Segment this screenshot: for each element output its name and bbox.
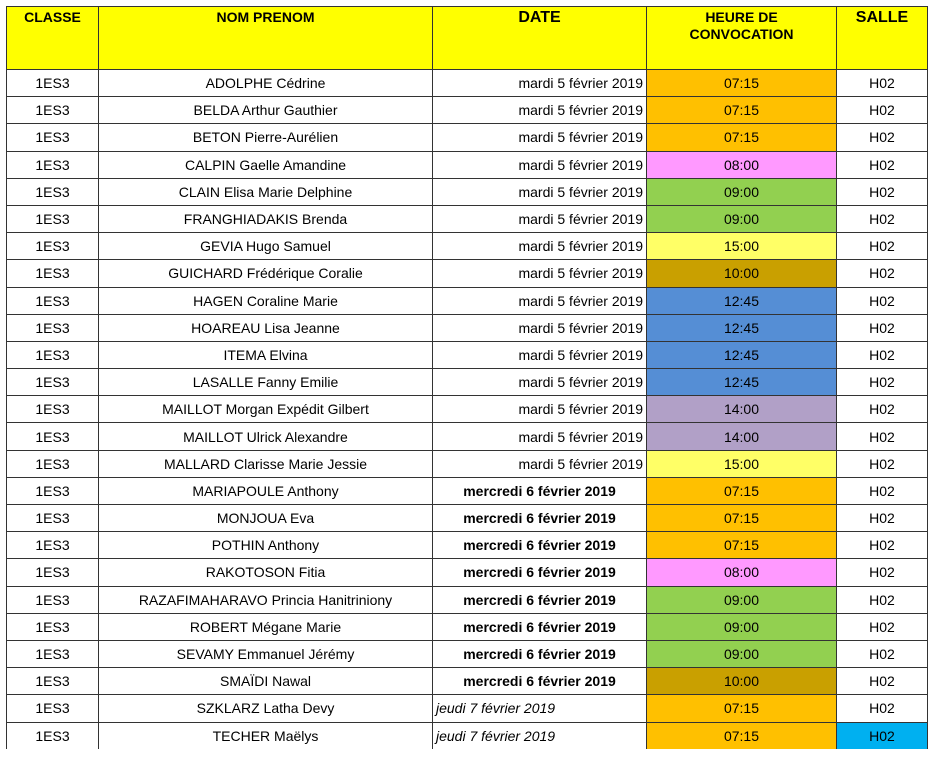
cell-salle: H02 [837,695,928,722]
cell-heure: 10:00 [647,260,837,287]
table-row [7,722,928,749]
cell-heure: 09:00 [647,640,837,667]
cell-classe: 1ES3 [7,369,99,396]
header-row [7,7,928,70]
cell-nom-prenom: POTHIN Anthony [99,532,433,559]
cell-salle: H02 [837,260,928,287]
cell-heure: 09:00 [647,613,837,640]
table-row [7,369,928,396]
table-row [7,124,928,151]
cell-heure: 07:15 [647,97,837,124]
cell-nom-prenom: MAILLOT Morgan Expédit Gilbert [99,396,433,423]
cell-salle: H02 [837,640,928,667]
cell-classe: 1ES3 [7,205,99,232]
table-row [7,178,928,205]
cell-nom-prenom: SMAÏDI Nawal [99,668,433,695]
cell-date: mardi 5 février 2019 [433,450,647,477]
cell-classe: 1ES3 [7,233,99,260]
table-row [7,477,928,504]
table-row [7,205,928,232]
cell-classe: 1ES3 [7,695,99,722]
cell-salle: H02 [837,396,928,423]
table-row [7,450,928,477]
cell-heure: 09:00 [647,205,837,232]
cell-classe: 1ES3 [7,178,99,205]
header-date: DATE [433,7,647,70]
cell-classe: 1ES3 [7,70,99,97]
cell-nom-prenom: CLAIN Elisa Marie Delphine [99,178,433,205]
cell-date: mardi 5 février 2019 [433,314,647,341]
cell-classe: 1ES3 [7,640,99,667]
cell-date: mercredi 6 février 2019 [433,477,647,504]
cell-classe: 1ES3 [7,668,99,695]
cell-date: jeudi 7 février 2019 [433,695,647,722]
cell-classe: 1ES3 [7,722,99,749]
table-row [7,695,928,722]
cell-classe: 1ES3 [7,260,99,287]
cell-salle: H02 [837,369,928,396]
cell-nom-prenom: ITEMA Elvina [99,341,433,368]
cell-salle: H02 [837,559,928,586]
cell-classe: 1ES3 [7,532,99,559]
cell-nom-prenom: RAKOTOSON Fitia [99,559,433,586]
cell-heure: 12:45 [647,314,837,341]
cell-salle: H02 [837,668,928,695]
cell-salle: H02 [837,532,928,559]
cell-salle: H02 [837,151,928,178]
cell-nom-prenom: HOAREAU Lisa Jeanne [99,314,433,341]
cell-nom-prenom: MAILLOT Ulrick Alexandre [99,423,433,450]
cell-date: mardi 5 février 2019 [433,233,647,260]
cell-nom-prenom: ADOLPHE Cédrine [99,70,433,97]
cell-date: mercredi 6 février 2019 [433,613,647,640]
cell-date: mercredi 6 février 2019 [433,668,647,695]
cell-date: mardi 5 février 2019 [433,423,647,450]
cell-nom-prenom: ROBERT Mégane Marie [99,613,433,640]
cell-salle: H02 [837,314,928,341]
cell-classe: 1ES3 [7,151,99,178]
cell-nom-prenom: HAGEN Coraline Marie [99,287,433,314]
cell-salle: H02 [837,450,928,477]
cell-nom-prenom: SZKLARZ Latha Devy [99,695,433,722]
cell-nom-prenom: BELDA Arthur Gauthier [99,97,433,124]
cell-heure: 14:00 [647,423,837,450]
cell-heure: 09:00 [647,178,837,205]
cell-classe: 1ES3 [7,396,99,423]
cell-salle: H02 [837,205,928,232]
table-row [7,640,928,667]
table-row [7,287,928,314]
cell-salle: H02 [837,613,928,640]
cell-salle: H02 [837,722,928,749]
cell-salle: H02 [837,423,928,450]
header-heure-line2: CONVOCATION [689,26,794,42]
cell-salle: H02 [837,178,928,205]
cell-date: mardi 5 février 2019 [433,70,647,97]
cell-heure: 09:00 [647,586,837,613]
cell-heure: 07:15 [647,477,837,504]
cell-salle: H02 [837,70,928,97]
cell-nom-prenom: CALPIN Gaelle Amandine [99,151,433,178]
cell-salle: H02 [837,124,928,151]
cell-date: mercredi 6 février 2019 [433,532,647,559]
cell-heure: 07:15 [647,722,837,749]
cell-heure: 12:45 [647,369,837,396]
cell-nom-prenom: FRANGHIADAKIS Brenda [99,205,433,232]
cell-heure: 07:15 [647,124,837,151]
table-row [7,668,928,695]
cell-heure: 07:15 [647,70,837,97]
cell-classe: 1ES3 [7,124,99,151]
cell-nom-prenom: MARIAPOULE Anthony [99,477,433,504]
header-salle: SALLE [837,7,928,70]
cell-date: mardi 5 février 2019 [433,341,647,368]
cell-nom-prenom: BETON Pierre-Aurélien [99,124,433,151]
cell-classe: 1ES3 [7,477,99,504]
cell-date: mardi 5 février 2019 [433,260,647,287]
cell-date: mercredi 6 février 2019 [433,586,647,613]
cell-heure: 14:00 [647,396,837,423]
cell-classe: 1ES3 [7,559,99,586]
table-row [7,314,928,341]
convocation-table [6,6,928,749]
cell-salle: H02 [837,287,928,314]
table-row [7,70,928,97]
header-heure-convocation [647,7,837,70]
table-row [7,586,928,613]
cell-date: mercredi 6 février 2019 [433,559,647,586]
cell-classe: 1ES3 [7,450,99,477]
cell-date: mardi 5 février 2019 [433,287,647,314]
cell-classe: 1ES3 [7,341,99,368]
cell-date: mercredi 6 février 2019 [433,640,647,667]
cell-date: mercredi 6 février 2019 [433,505,647,532]
cell-salle: H02 [837,505,928,532]
table-row [7,532,928,559]
cell-date: mardi 5 février 2019 [433,178,647,205]
cell-salle: H02 [837,233,928,260]
header-classe: CLASSE [7,7,99,70]
table-row [7,233,928,260]
header-nom-prenom: NOM PRENOM [99,7,433,70]
cell-nom-prenom: RAZAFIMAHARAVO Princia Hanitriniony [99,586,433,613]
cell-heure: 08:00 [647,559,837,586]
cell-date: mardi 5 février 2019 [433,369,647,396]
cell-salle: H02 [837,586,928,613]
header-heure-line1: HEURE DE [705,9,778,25]
cell-heure: 10:00 [647,668,837,695]
cell-heure: 07:15 [647,505,837,532]
cell-nom-prenom: TECHER Maëlys [99,722,433,749]
cell-date: mardi 5 février 2019 [433,97,647,124]
cell-heure: 12:45 [647,287,837,314]
cell-heure: 12:45 [647,341,837,368]
table-row [7,505,928,532]
cell-classe: 1ES3 [7,287,99,314]
cell-classe: 1ES3 [7,314,99,341]
cell-date: mardi 5 février 2019 [433,396,647,423]
cell-heure: 15:00 [647,450,837,477]
cell-classe: 1ES3 [7,613,99,640]
cell-classe: 1ES3 [7,97,99,124]
table-row [7,341,928,368]
table-row [7,396,928,423]
cell-nom-prenom: GEVIA Hugo Samuel [99,233,433,260]
cell-heure: 07:15 [647,695,837,722]
table-row [7,151,928,178]
table-row [7,613,928,640]
cell-salle: H02 [837,341,928,368]
cell-date: mardi 5 février 2019 [433,124,647,151]
cell-date: jeudi 7 février 2019 [433,722,647,749]
cell-classe: 1ES3 [7,505,99,532]
cell-nom-prenom: SEVAMY Emmanuel Jérémy [99,640,433,667]
table-row [7,97,928,124]
cell-classe: 1ES3 [7,586,99,613]
table-row [7,559,928,586]
cell-heure: 08:00 [647,151,837,178]
cell-nom-prenom: LASALLE Fanny Emilie [99,369,433,396]
table-row [7,423,928,450]
cell-classe: 1ES3 [7,423,99,450]
cell-date: mardi 5 février 2019 [433,205,647,232]
cell-date: mardi 5 février 2019 [433,151,647,178]
table-row [7,260,928,287]
cell-salle: H02 [837,477,928,504]
cell-heure: 07:15 [647,532,837,559]
cell-nom-prenom: GUICHARD Frédérique Coralie [99,260,433,287]
cell-nom-prenom: MALLARD Clarisse Marie Jessie [99,450,433,477]
cell-heure: 15:00 [647,233,837,260]
cell-salle: H02 [837,97,928,124]
cell-nom-prenom: MONJOUA Eva [99,505,433,532]
